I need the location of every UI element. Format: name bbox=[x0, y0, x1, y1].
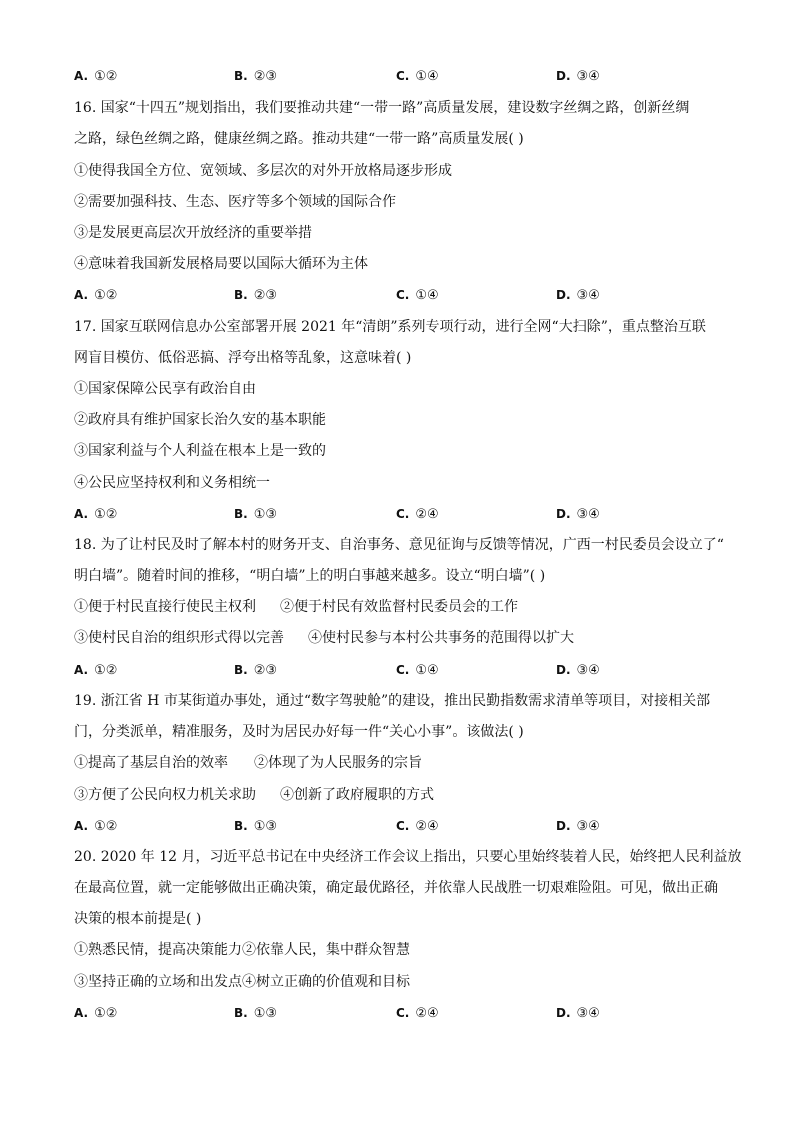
q17-option-b[interactable]: B. ①③ bbox=[234, 507, 278, 522]
q18-statement-1: ①便于村民直接行使民主权利 bbox=[74, 599, 256, 615]
q19-option-a[interactable]: A. ①② bbox=[74, 819, 118, 834]
q16-statement-2: ②需要加强科技、生态、医疗等多个领域的国际合作 bbox=[74, 194, 396, 210]
q18-options bbox=[74, 660, 724, 680]
q17-option-d[interactable]: D. ③④ bbox=[556, 507, 600, 522]
q15-option-d[interactable]: D. ③④ bbox=[556, 69, 600, 84]
q20-option-a[interactable]: A. ①② bbox=[74, 1006, 118, 1021]
q19-statement-4: ④创新了政府履职的方式 bbox=[280, 787, 434, 803]
q18-stem-line1: 18. 为了让村民及时了解本村的财务开支、自治事务、意见征询与反馈等情况，广西一村民委员会设立了“ bbox=[74, 537, 724, 553]
q19-stem-line1: 19. 浙江省 H 市某街道办事处，通过“数字驾驶舱”的建设，推出民勤指数需求清单等项目，对接相关部 bbox=[74, 693, 711, 709]
q18-option-a[interactable]: A. ①② bbox=[74, 663, 118, 678]
q16-option-a[interactable]: A. ①② bbox=[74, 288, 118, 303]
q17-statement-4: ④公民应坚持权利和义务相统一 bbox=[74, 475, 270, 491]
q19-option-b[interactable]: B. ①③ bbox=[234, 819, 278, 834]
q16-stem-line1: 16. 国家“十四五”规划指出，我们要推动共建“一带一路”高质量发展，建设数字丝绸之路，创新丝绸 bbox=[74, 100, 690, 116]
q16-options bbox=[74, 285, 724, 305]
q18-statement-3: ③使村民自治的组织形式得以完善 bbox=[74, 630, 284, 646]
q17-statement-3: ③国家利益与个人利益在根本上是一致的 bbox=[74, 443, 326, 459]
q20-option-d[interactable]: D. ③④ bbox=[556, 1006, 600, 1021]
q17-options bbox=[74, 504, 724, 524]
q16-option-d[interactable]: D. ③④ bbox=[556, 288, 600, 303]
q17-stem-line1: 17. 国家互联网信息办公室部署开展 2021 年“清朗”系列专项行动，进行全网“大扫除”，重点整治互联 bbox=[74, 319, 706, 335]
q20-stem-line1: 20. 2020 年 12 月，习近平总书记在中央经济工作会议上指出，只要心里始终装着人民，始终把人民利益放 bbox=[74, 849, 742, 865]
q15-options bbox=[74, 66, 724, 86]
q16-option-c[interactable]: C. ①④ bbox=[396, 288, 439, 303]
q18-statement-2: ②便于村民有效监督村民委员会的工作 bbox=[280, 599, 518, 615]
q20-option-b[interactable]: B. ①③ bbox=[234, 1006, 278, 1021]
q19-option-c[interactable]: C. ②④ bbox=[396, 819, 439, 834]
q15-option-a[interactable]: A. ①② bbox=[74, 69, 118, 84]
q19-statement-2: ②体现了为人民服务的宗旨 bbox=[254, 755, 422, 771]
q20-stem-line3: 决策的根本前提是( ) bbox=[74, 911, 202, 927]
q17-option-c[interactable]: C. ②④ bbox=[396, 507, 439, 522]
q17-statement-1: ①国家保障公民享有政治自由 bbox=[74, 381, 256, 397]
q15-option-c[interactable]: C. ①④ bbox=[396, 69, 439, 84]
q16-option-b[interactable]: B. ②③ bbox=[234, 288, 278, 303]
q18-statement-4: ④使村民参与本村公共事务的范围得以扩大 bbox=[308, 630, 574, 646]
q17-stem-line2: 网盲目模仿、低俗恶搞、浮夸出格等乱象，这意味着( ) bbox=[74, 350, 412, 366]
q20-option-c[interactable]: C. ②④ bbox=[396, 1006, 439, 1021]
q20-options bbox=[74, 1003, 724, 1023]
q18-stem-line2: 明白墙”。随着时间的推移，“明白墙”上的明白事越来越多。设立“明白墙”( ) bbox=[74, 568, 546, 584]
q18-option-b[interactable]: B. ②③ bbox=[234, 663, 278, 678]
q16-statement-1: ①使得我国全方位、宽领域、多层次的对外开放格局逐步形成 bbox=[74, 163, 452, 179]
q20-statement-line1: ①熟悉民情，提高决策能力②依靠人民，集中群众智慧 bbox=[74, 942, 410, 958]
q19-option-d[interactable]: D. ③④ bbox=[556, 819, 600, 834]
q17-option-a[interactable]: A. ①② bbox=[74, 507, 118, 522]
q15-option-b[interactable]: B. ②③ bbox=[234, 69, 278, 84]
q19-stem-line2: 门，分类派单，精准服务，及时为居民办好每一件“关心小事”。该做法( ) bbox=[74, 724, 524, 740]
q18-option-c[interactable]: C. ①④ bbox=[396, 663, 439, 678]
q17-statement-2: ②政府具有维护国家长治久安的基本职能 bbox=[74, 412, 326, 428]
q20-statement-line2: ③坚持正确的立场和出发点④树立正确的价值观和目标 bbox=[74, 974, 410, 990]
q16-statement-3: ③是发展更高层次开放经济的重要举措 bbox=[74, 225, 312, 241]
q18-option-d[interactable]: D. ③④ bbox=[556, 663, 600, 678]
q19-options bbox=[74, 816, 724, 836]
q19-statement-1: ①提高了基层自治的效率 bbox=[74, 755, 228, 771]
q16-statement-4: ④意味着我国新发展格局要以国际大循环为主体 bbox=[74, 256, 368, 272]
q20-stem-line2: 在最高位置，就一定能够做出正确决策，确定最优路径，并依靠人民战胜一切艰难险阻。可见，做出正确 bbox=[74, 880, 718, 896]
q16-stem-line2: 之路，绿色丝绸之路，健康丝绸之路。推动共建“一带一路”高质量发展( ) bbox=[74, 131, 524, 147]
q19-statement-3: ③方便了公民向权力机关求助 bbox=[74, 787, 256, 803]
